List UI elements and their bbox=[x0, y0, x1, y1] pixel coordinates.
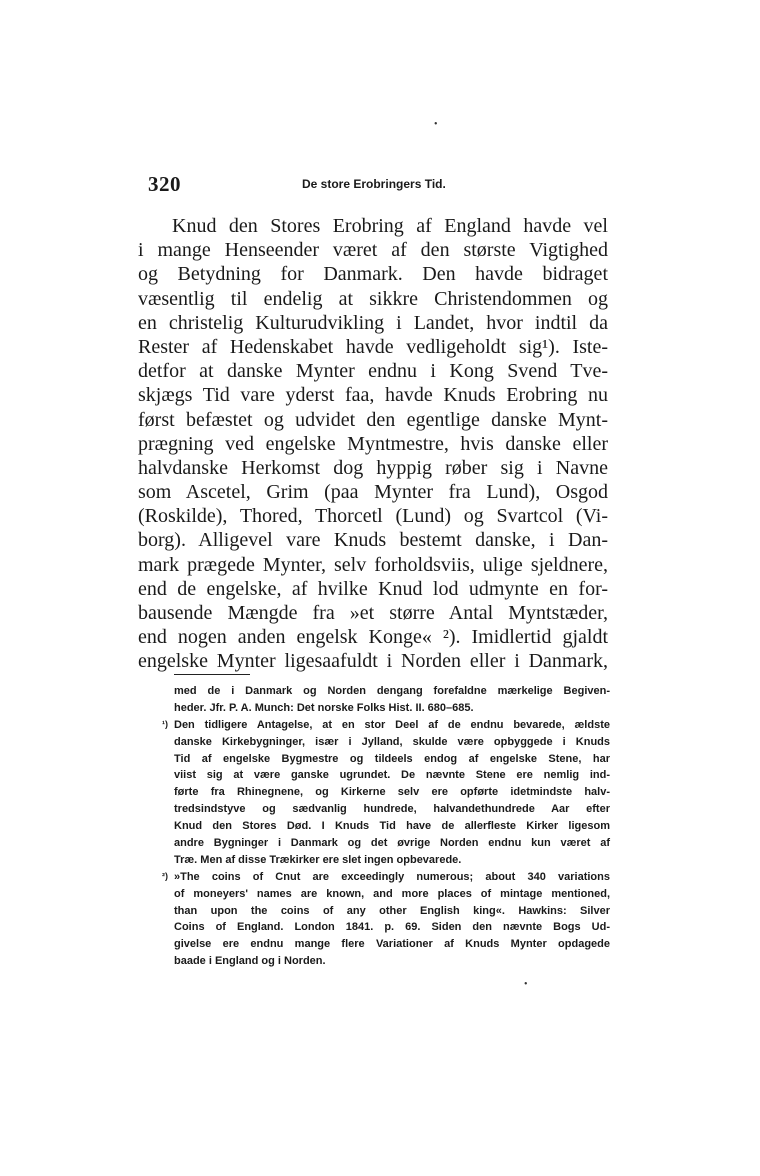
footnote-continued bbox=[162, 683, 610, 717]
body-line: (Roskilde), Thored, Thorcetl (Lund) og Svartcol (Vi- bbox=[138, 505, 608, 528]
body-line: end nogen anden engelsk Konge« ²). Imidlertid gjaldt bbox=[138, 626, 608, 649]
body-line: detfor at danske Mynter endnu i Kong Svend Tve- bbox=[138, 360, 608, 383]
running-title: De store Erobringers Tid. bbox=[302, 177, 446, 191]
body-line: Rester af Hedenskabet havde vedligeholdt sig¹). Iste- bbox=[138, 335, 608, 358]
body-line: bausende Mængde fra »et større Antal Myntstæder, bbox=[138, 602, 608, 624]
body-line: skjægs Tid vare yderst faa, havde Knuds Erobring nu bbox=[138, 384, 608, 407]
body-line: Knud den Stores Erobring af England havde vel bbox=[172, 215, 608, 237]
footnote-divider bbox=[174, 674, 250, 675]
footnote-line: than upon the coins of any other English king«. Hawkins: Silver bbox=[174, 904, 610, 917]
body-line: end de engelske, af hvilke Knud lod udmynte en for- bbox=[138, 577, 608, 600]
body-line: og Betydning for Danmark. Den havde bidraget bbox=[138, 263, 608, 286]
body-line: i mange Henseender været af den største Vigtighed bbox=[138, 239, 608, 262]
body-line: som Ascetel, Grim (paa Mynter fra Lund), Osgod bbox=[138, 481, 608, 504]
footnote-line: tredsindstyve og sædvanlig hundrede, halvandethundrede Aar efter bbox=[174, 803, 610, 816]
footnote-line: of moneyers' names are known, and more places of mintage mentioned, bbox=[174, 887, 610, 900]
footnote-line: Knud den Stores Død. I Knuds Tid have de allerfleste Kirker ligesom bbox=[174, 820, 610, 833]
footnote-line: baade i England og i Norden. bbox=[174, 955, 326, 968]
page-number: 320 bbox=[148, 172, 181, 196]
footnote-line: »The coins of Cnut are exceedingly numerous; about 340 variations bbox=[174, 870, 610, 883]
footnote-marker: ²) bbox=[162, 870, 168, 881]
footnote-line: Coins of England. London 1841. p. 69. Siden den nævnte Bogs Ud- bbox=[174, 921, 610, 934]
body-line: halvdanske Herkomst dog hyppig røber sig i Navne bbox=[138, 456, 608, 479]
footnote-line: danske Kirkebygninger, især i Jylland, skulde være opbyggede i Knuds bbox=[174, 735, 610, 748]
body-text bbox=[138, 214, 608, 674]
footnote-line: førte fra Rhinegnene, og Kirkerne selv ere opførte idetmindste halv- bbox=[174, 786, 610, 799]
ink-speck: • bbox=[524, 979, 528, 990]
footnote-line: heder. Jfr. P. A. Munch: Det norske Folks Hist. II. 680–685. bbox=[174, 701, 474, 714]
footnote-line: andre Bygninger i Danmark og det øvrige Norden endnu kun været af bbox=[174, 837, 610, 850]
body-line: en christelig Kulturudvikling i Landet, hvor indtil da bbox=[138, 311, 608, 334]
body-line: mark prægede Mynter, selv forholdsviis, ulige sjeldnere, bbox=[138, 553, 608, 576]
body-line: prægning ved engelske Myntmestre, hvis danske eller bbox=[138, 432, 608, 455]
footnote-line: viist sig at være ganske ugrundet. De nævnte Stene ere nemlig ind- bbox=[174, 769, 610, 782]
body-line: væsentlig til endelig at sikkre Christendommen og bbox=[138, 287, 608, 310]
footnote-1 bbox=[162, 717, 610, 869]
page-header bbox=[148, 172, 608, 196]
footnote-line: Tid af engelske Bygmestre og tildeels endog af engelske Stene, har bbox=[174, 752, 610, 765]
footnote-line: givelse ere endnu mange flere Variationer af Knuds Mynter opdagede bbox=[174, 938, 610, 951]
footnote-line: med de i Danmark og Norden dengang forefaldne mærkelige Begiven- bbox=[174, 685, 610, 697]
body-line: engelske Mynter ligesaafuldt i Norden eller i Danmark, bbox=[138, 650, 608, 673]
footnote-marker: ¹) bbox=[162, 718, 168, 729]
footnote-2 bbox=[162, 869, 610, 970]
ink-speck: • bbox=[434, 119, 438, 130]
body-line: borg). Alligevel vare Knuds bestemt danske, i Dan- bbox=[138, 529, 608, 552]
body-line: først befæstet og udvidet den egentlige danske Mynt- bbox=[138, 408, 608, 431]
footnotes bbox=[162, 683, 610, 970]
footnote-line: Træ. Men af disse Trækirker ere slet ingen opbevarede. bbox=[174, 853, 462, 866]
footnote-line: Den tidligere Antagelse, at en stor Deel af de endnu bevarede, ældste bbox=[174, 718, 610, 731]
